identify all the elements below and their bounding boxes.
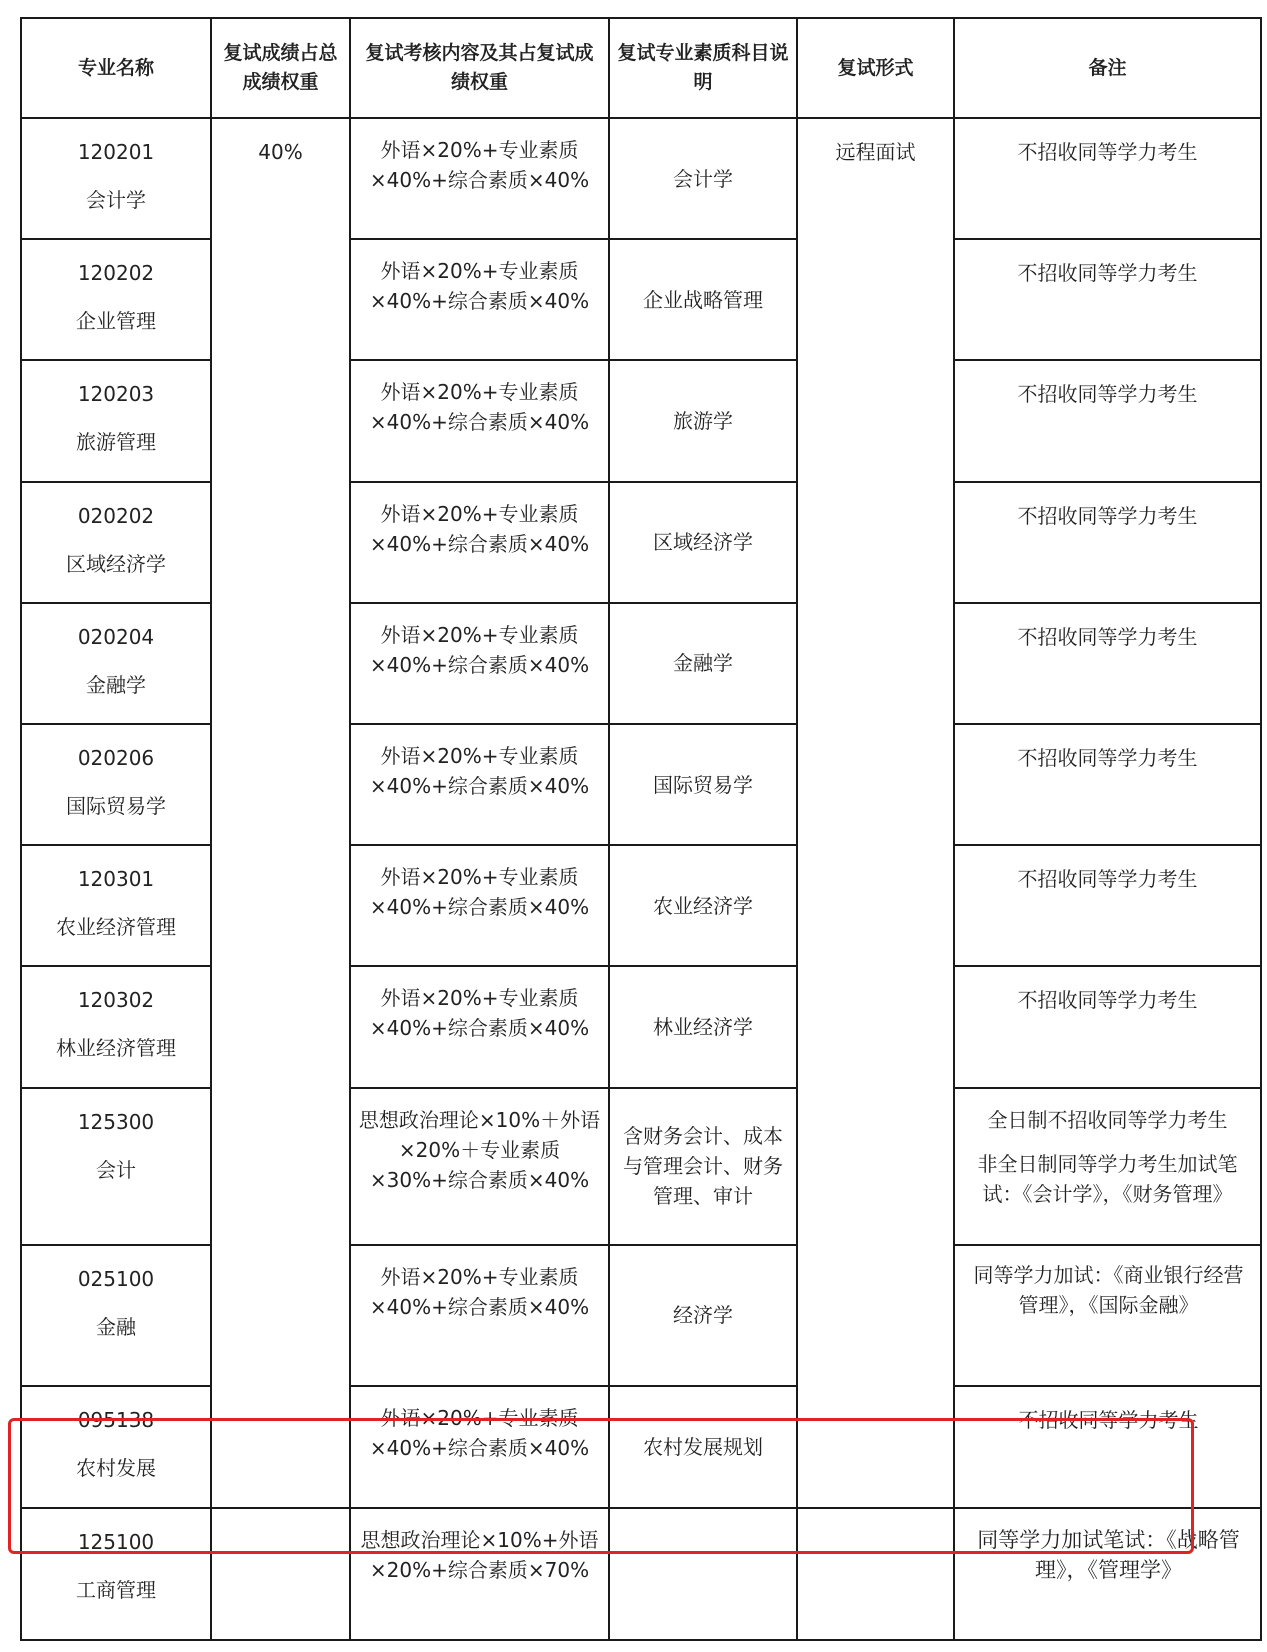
major-name: 国际贸易学 [66,794,166,819]
name-cell [21,1245,211,1386]
header-name: 专业名称 [21,18,211,118]
major-name: 会计学 [86,188,146,213]
subject-cell: 国际贸易学 [609,724,797,845]
major-code: 120302 [77,988,155,1013]
major-code: 020204 [77,624,155,649]
weight-cell-empty [211,966,350,1087]
content-cell [350,239,609,360]
major-code: 020202 [77,503,155,528]
subject-cell: 农业经济学 [609,845,797,966]
name-cell [21,118,211,239]
weight-cell-empty [211,724,350,845]
content-line: 外语×20%+专业素质 [380,1405,579,1430]
weight-cell-empty [211,1245,350,1386]
header-weight: 复试成绩占总成绩权重 [211,18,350,118]
content-cell [350,603,609,724]
content-cell [350,724,609,845]
content-line: ×30%+综合素质×40% [369,1167,590,1192]
form-cell-empty [797,724,954,845]
form-cell-empty [797,966,954,1087]
name-cell [21,239,211,360]
content-line: 外语×20%+专业素质 [380,259,579,284]
form-cell: 远程面试 [797,118,954,239]
form-cell-empty [797,1386,954,1508]
major-name: 会计 [96,1157,136,1182]
major-name: 金融学 [86,672,146,697]
subject-line: 管理、审计 [653,1184,753,1209]
content-cell [350,1245,609,1386]
content-line: ×40%+综合素质×40% [369,1016,590,1041]
table-row [21,603,1261,724]
admission-table [20,17,1262,1641]
major-code: 095138 [77,1407,155,1432]
table-row [21,724,1261,845]
content-line: 思想政治理论×10%+外语 [360,1528,599,1553]
content-cell [350,1508,609,1640]
name-cell [21,482,211,603]
weight-cell-empty [211,603,350,724]
major-name: 企业管理 [76,309,156,334]
form-cell-empty [797,482,954,603]
content-line: ×40%+综合素质×40% [369,531,590,556]
table-row [21,1245,1261,1386]
remark-cell: 不招收同等学力考生 [954,845,1261,966]
name-cell [21,1386,211,1508]
table-row [21,239,1261,360]
weight-cell-empty [211,1088,350,1245]
subject-cell: 林业经济学 [609,966,797,1087]
form-cell-empty [797,239,954,360]
major-name: 旅游管理 [76,430,156,455]
subject-cell: 经济学 [609,1245,797,1386]
weight-cell-empty [211,360,350,481]
major-code: 025100 [77,1266,155,1291]
subject-cell: 会计学 [609,118,797,239]
form-cell-empty [797,603,954,724]
content-cell [350,482,609,603]
header-subject: 复试专业素质科目说明 [609,18,797,118]
content-line: 思想政治理论×10%＋外语 [358,1107,601,1132]
table-row [21,118,1261,239]
content-line: ×40%+综合素质×40% [369,774,590,799]
weight-cell-empty [211,1386,350,1508]
content-line: ×40%+综合素质×40% [369,652,590,677]
header-content: 复试考核内容及其占复试成绩权重 [350,18,609,118]
content-line: ×40%+综合素质×40% [369,168,590,193]
subject-cell [609,1088,797,1245]
content-cell [350,1088,609,1245]
weight-cell-empty [211,845,350,966]
remark-line: 非全日制同等学力考生加试笔试：《会计学》，《财务管理》 [977,1151,1238,1206]
content-line: 外语×20%+专业素质 [380,1264,579,1289]
content-cell [350,360,609,481]
major-code: 120203 [77,382,155,407]
content-line: 外语×20%+专业素质 [380,138,579,163]
subject-cell: 企业战略管理 [609,239,797,360]
remark-cell: 同等学力加试笔试：《战略管理》，《管理学》 [954,1508,1261,1640]
major-name: 工商管理 [76,1578,156,1603]
name-cell [21,603,211,724]
content-line: ×40%+综合素质×40% [369,289,590,314]
remark-line: 全日制不招收同等学力考生 [987,1107,1228,1132]
name-cell [21,360,211,481]
subject-line: 与管理会计、财务 [623,1154,783,1179]
major-name: 区域经济学 [66,551,166,576]
content-line: 外语×20%+专业素质 [380,865,579,890]
subject-cell: 农村发展规划 [609,1386,797,1508]
name-cell [21,845,211,966]
content-line: ×20%+综合素质×70% [369,1558,590,1583]
content-cell [350,1386,609,1508]
remark-cell: 不招收同等学力考生 [954,360,1261,481]
form-cell-empty [797,1508,954,1640]
major-code: 020206 [77,746,155,771]
subject-line: 含财务会计、成本 [623,1124,783,1149]
content-line: ×40%+综合素质×40% [369,410,590,435]
major-code: 120301 [77,867,155,892]
header-row [21,18,1261,118]
subject-cell: 区域经济学 [609,482,797,603]
content-line: ×40%+综合素质×40% [369,1294,590,1319]
weight-cell-empty [211,239,350,360]
content-line: 外语×20%+专业素质 [380,744,579,769]
name-cell [21,966,211,1087]
subject-cell [609,1508,797,1640]
content-cell [350,966,609,1087]
remark-cell: 不招收同等学力考生 [954,1386,1261,1508]
weight-cell: 40% [211,118,350,239]
content-line: 外语×20%+专业素质 [380,501,579,526]
remark-cell: 同等学力加试：《商业银行经营管理》，《国际金融》 [954,1245,1261,1386]
remark-cell: 不招收同等学力考生 [954,603,1261,724]
weight-cell-empty [211,482,350,603]
content-line: 外语×20%+专业素质 [380,622,579,647]
remark-cell [954,1088,1261,1245]
content-cell [350,845,609,966]
table-row [21,1508,1261,1640]
remark-cell: 不招收同等学力考生 [954,118,1261,239]
form-cell-empty [797,1088,954,1245]
major-name: 农村发展 [76,1455,156,1480]
major-name: 林业经济管理 [56,1036,176,1061]
name-cell [21,724,211,845]
major-name: 金融 [96,1314,136,1339]
name-cell [21,1508,211,1640]
remark-cell: 不招收同等学力考生 [954,239,1261,360]
major-code: 125100 [77,1530,155,1555]
table-row [21,1386,1261,1508]
major-name: 农业经济管理 [56,915,176,940]
content-line: ×40%+综合素质×40% [369,895,590,920]
subject-cell: 金融学 [609,603,797,724]
major-code: 120201 [77,140,155,165]
header-form: 复试形式 [797,18,954,118]
remark-cell: 不招收同等学力考生 [954,966,1261,1087]
major-code: 120202 [77,261,155,286]
content-line: ×20%＋专业素质 [398,1137,561,1162]
content-line: 外语×20%+专业素质 [380,986,579,1011]
remark-cell: 不招收同等学力考生 [954,724,1261,845]
table-row [21,966,1261,1087]
form-cell-empty [797,1245,954,1386]
form-cell-empty [797,845,954,966]
name-cell [21,1088,211,1245]
content-line: ×40%+综合素质×40% [369,1435,590,1460]
header-remark: 备注 [954,18,1261,118]
subject-cell: 旅游学 [609,360,797,481]
table-row [21,845,1261,966]
table-row [21,1088,1261,1245]
major-code: 125300 [77,1109,155,1134]
weight-cell-empty [211,1508,350,1640]
content-line: 外语×20%+专业素质 [380,380,579,405]
form-cell-empty [797,360,954,481]
remark-cell: 不招收同等学力考生 [954,482,1261,603]
content-cell [350,118,609,239]
table-row [21,482,1261,603]
table-row [21,360,1261,481]
